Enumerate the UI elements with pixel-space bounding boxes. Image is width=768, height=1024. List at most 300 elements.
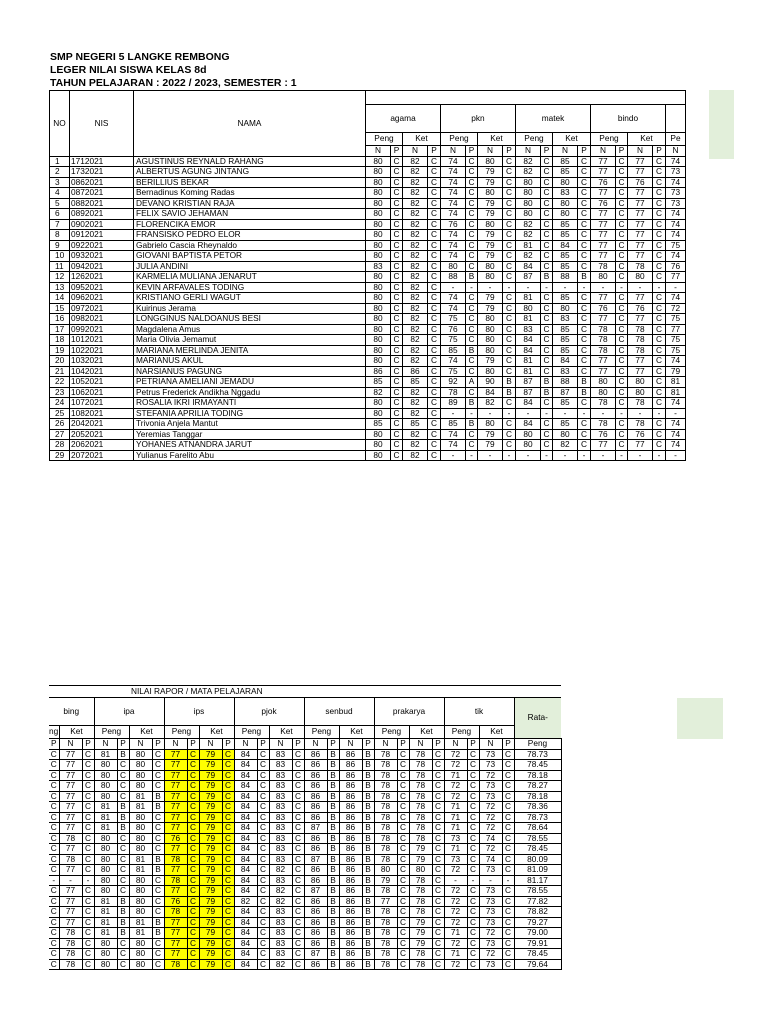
- table-cell: C: [391, 177, 403, 188]
- table-cell: 82: [366, 387, 391, 398]
- table-cell: 80: [516, 303, 541, 314]
- table-row: [50, 450, 686, 461]
- table-cell: C: [541, 219, 553, 230]
- table-cell: 83: [269, 749, 292, 760]
- table-cell: 84: [516, 261, 541, 272]
- table-cell: C: [467, 749, 479, 760]
- hdr-p: P: [391, 146, 403, 157]
- hdr-n: N: [269, 739, 292, 750]
- table-cell: 84: [234, 949, 257, 960]
- table-cell: C: [428, 272, 441, 283]
- table-cell: C: [616, 156, 628, 167]
- table-cell: C: [467, 770, 479, 781]
- table-cell: C: [428, 345, 441, 356]
- table-cell: 71: [444, 928, 467, 939]
- table-cell: C: [82, 896, 94, 907]
- table-cell: C: [432, 802, 444, 813]
- table-cell: C: [397, 907, 409, 918]
- table-cell: C: [391, 209, 403, 220]
- table-cell: C: [187, 949, 199, 960]
- table-cell: C: [222, 949, 234, 960]
- table-cell: B: [362, 823, 374, 834]
- table-cell: 86: [339, 896, 362, 907]
- table-cell: C: [49, 949, 59, 960]
- table-row: [50, 324, 686, 335]
- table-cell: 74: [666, 398, 686, 409]
- table-cell: B: [327, 865, 339, 876]
- table-cell: 78: [409, 896, 432, 907]
- table-cell: 85: [553, 335, 578, 346]
- table-cell: C: [49, 770, 59, 781]
- table-cell: 84: [234, 802, 257, 813]
- hdr-n: N: [441, 146, 466, 157]
- table-cell: 81: [94, 812, 117, 823]
- table-cell: C: [391, 303, 403, 314]
- table-cell: 86: [304, 791, 327, 802]
- table-cell: 80: [366, 324, 391, 335]
- table-cell: 28: [50, 440, 70, 451]
- table-cell: 88: [441, 272, 466, 283]
- header-band-top: [709, 90, 734, 159]
- hdr-n: N: [59, 739, 82, 750]
- table-cell: C: [391, 450, 403, 461]
- table-cell: 82: [403, 177, 428, 188]
- table-cell: C: [397, 844, 409, 855]
- table-cell: 73: [479, 896, 502, 907]
- table-cell: 80: [591, 272, 616, 283]
- table-cell: 82: [403, 167, 428, 178]
- table-cell: C: [257, 854, 269, 865]
- table-cell: 85: [553, 293, 578, 304]
- table-cell: -: [478, 408, 503, 419]
- table-cell: 86: [304, 917, 327, 928]
- table-cell: C: [292, 749, 304, 760]
- hdr-p: P: [541, 146, 553, 157]
- table-cell: B: [362, 949, 374, 960]
- table-cell: C: [391, 272, 403, 283]
- table-row: [49, 938, 561, 949]
- table-cell: C: [428, 335, 441, 346]
- table-cell: C: [466, 440, 478, 451]
- table-cell: 74: [666, 293, 686, 304]
- table-cell: 80: [366, 272, 391, 283]
- table-cell: B: [578, 387, 591, 398]
- hdr-n: N: [553, 146, 578, 157]
- table-cell: B: [362, 875, 374, 886]
- hdr-n: N: [234, 739, 257, 750]
- table-cell: C: [503, 440, 516, 451]
- table-cell: B: [327, 802, 339, 813]
- table-cell: 84: [516, 419, 541, 430]
- table-cell: 79: [199, 749, 222, 760]
- table-cell: 86: [339, 928, 362, 939]
- table-cell: C: [152, 896, 164, 907]
- table-cell: C: [82, 823, 94, 834]
- table-cell: 82: [403, 314, 428, 325]
- table-cell: B: [466, 272, 478, 283]
- table-cell: 77: [59, 760, 82, 771]
- table-cell: C: [82, 833, 94, 844]
- table-cell: C: [432, 812, 444, 823]
- table-cell: 86: [304, 802, 327, 813]
- table-cell: 84: [234, 844, 257, 855]
- table-row: [50, 293, 686, 304]
- table-cell: C: [467, 781, 479, 792]
- table-cell: 17: [50, 324, 70, 335]
- table-cell: 77: [666, 324, 686, 335]
- table-cell: B: [152, 928, 164, 939]
- table-cell: 77: [59, 844, 82, 855]
- table-cell: C: [187, 781, 199, 792]
- table-cell: C: [502, 907, 514, 918]
- table-cell: 72: [479, 844, 502, 855]
- hdr-p: P: [428, 146, 441, 157]
- table-cell: C: [466, 219, 478, 230]
- table-cell: 72: [444, 749, 467, 760]
- table-cell: C: [432, 928, 444, 939]
- table-cell: C: [391, 324, 403, 335]
- table-cell: 75: [441, 314, 466, 325]
- table-cell: MARIANUS AKUL: [134, 356, 366, 367]
- table-cell: C: [257, 770, 269, 781]
- table-cell: C: [541, 303, 553, 314]
- table-cell: C: [616, 177, 628, 188]
- table-row: [50, 303, 686, 314]
- table-cell: B: [327, 938, 339, 949]
- table-cell: 83: [269, 770, 292, 781]
- table-cell: 0952021: [70, 282, 134, 293]
- table-cell: C: [578, 167, 591, 178]
- table-cell: 73: [479, 886, 502, 897]
- table-cell: C: [222, 907, 234, 918]
- table-cell: 1042021: [70, 366, 134, 377]
- table-cell: 72: [444, 917, 467, 928]
- table-cell: C: [466, 335, 478, 346]
- table-cell: 78: [59, 949, 82, 960]
- table-cell: 1012021: [70, 335, 134, 346]
- table-cell: C: [653, 177, 666, 188]
- hdr-ket: Ket: [409, 726, 444, 739]
- subject-matek: matek: [516, 105, 591, 133]
- table-cell: C: [502, 949, 514, 960]
- table-cell: C: [49, 833, 59, 844]
- hdr-p: P: [82, 739, 94, 750]
- table-cell: 77: [591, 293, 616, 304]
- table-row: [50, 314, 686, 325]
- table-cell: -: [516, 408, 541, 419]
- table-cell: C: [152, 749, 164, 760]
- table-cell: 79: [199, 760, 222, 771]
- table-cell: 1082021: [70, 408, 134, 419]
- table-cell: C: [432, 833, 444, 844]
- table-cell: 23: [50, 387, 70, 398]
- table-cell: C: [82, 854, 94, 865]
- table-cell: 4: [50, 188, 70, 199]
- table-cell: C: [292, 791, 304, 802]
- table-cell: -: [541, 450, 553, 461]
- hdr-n: N: [444, 739, 467, 750]
- table-cell: C: [428, 303, 441, 314]
- table-cell: 80: [478, 324, 503, 335]
- table-cell: C: [432, 749, 444, 760]
- hdr-p: P: [257, 739, 269, 750]
- table-cell: 79: [199, 928, 222, 939]
- table-cell: C: [428, 261, 441, 272]
- hdr-ket: Ket: [478, 133, 516, 146]
- table-row: [50, 366, 686, 377]
- table-cell: -: [653, 282, 666, 293]
- table-cell: B: [327, 896, 339, 907]
- table-cell: 78: [409, 959, 432, 970]
- table-cell: B: [466, 345, 478, 356]
- table-cell: 81: [129, 802, 152, 813]
- table-cell: 77: [59, 781, 82, 792]
- table-cell: C: [541, 188, 553, 199]
- subject-group-blank: [366, 91, 686, 105]
- table-cell: 80: [94, 833, 117, 844]
- table-cell: 87: [553, 387, 578, 398]
- table-cell: B: [152, 791, 164, 802]
- table-cell: C: [428, 429, 441, 440]
- table-cell: 86: [339, 959, 362, 970]
- table-cell: 78: [409, 770, 432, 781]
- table-cell: C: [257, 928, 269, 939]
- table-cell: C: [187, 854, 199, 865]
- table-cell: C: [117, 959, 129, 970]
- table-cell: 26: [50, 419, 70, 430]
- table-cell: 74: [441, 429, 466, 440]
- table-cell: 0872021: [70, 188, 134, 199]
- table-cell: 77: [59, 823, 82, 834]
- table-cell: C: [502, 959, 514, 970]
- table-cell: 78: [59, 854, 82, 865]
- table-cell: 86: [366, 366, 391, 377]
- table-row: [50, 230, 686, 241]
- table-cell: 80: [553, 209, 578, 220]
- table-row: [49, 844, 561, 855]
- table-cell: 78: [409, 791, 432, 802]
- table-cell: 80: [366, 198, 391, 209]
- table-cell: 72: [444, 791, 467, 802]
- table-cell: C: [432, 854, 444, 865]
- table-cell: 86: [339, 886, 362, 897]
- table-cell: 0882021: [70, 198, 134, 209]
- table-cell: -: [628, 450, 653, 461]
- table-cell: 77: [628, 188, 653, 199]
- table-cell: 71: [444, 844, 467, 855]
- hdr-peng: Peng: [441, 133, 478, 146]
- table-cell: B: [541, 387, 553, 398]
- table-cell: 83: [269, 907, 292, 918]
- table-cell: C: [117, 833, 129, 844]
- table-cell: 27: [50, 429, 70, 440]
- table-cell: C: [616, 251, 628, 262]
- hdr-rata-peng: Peng: [514, 739, 561, 750]
- table-cell: 80: [94, 949, 117, 960]
- table-cell: Kuirinus Jerama: [134, 303, 366, 314]
- table-cell: -: [591, 282, 616, 293]
- table-cell: C: [222, 812, 234, 823]
- grades-table-top: [49, 90, 686, 461]
- table-cell: B: [327, 854, 339, 865]
- table-cell: 80: [409, 865, 432, 876]
- table-cell: 24: [50, 398, 70, 409]
- table-cell: C: [391, 251, 403, 262]
- table-row: [49, 949, 561, 960]
- table-cell: 16: [50, 314, 70, 325]
- table-cell: C: [292, 865, 304, 876]
- table-cell: 77: [164, 865, 187, 876]
- table-row: [49, 917, 561, 928]
- table-cell: 78: [628, 345, 653, 356]
- table-cell: C: [292, 949, 304, 960]
- table-cell: C: [616, 303, 628, 314]
- table-cell: 82: [403, 324, 428, 335]
- table-cell: 8: [50, 230, 70, 241]
- table-cell: 86: [304, 749, 327, 760]
- hdr-p: P: [578, 146, 591, 157]
- table-cell: 73: [479, 959, 502, 970]
- table-cell: 83: [553, 314, 578, 325]
- table-cell: C: [541, 251, 553, 262]
- table-cell: 78: [374, 886, 397, 897]
- table-cell: YOHANES ATNANDRA JARUT: [134, 440, 366, 451]
- table-cell: C: [222, 896, 234, 907]
- table-row: [49, 854, 561, 865]
- table-cell: 79: [409, 928, 432, 939]
- table-cell: C: [503, 177, 516, 188]
- table-cell: C: [503, 198, 516, 209]
- table-cell: 77: [59, 907, 82, 918]
- table-cell: 80: [129, 760, 152, 771]
- table-cell: 78: [628, 398, 653, 409]
- table-cell: 83: [269, 760, 292, 771]
- table-cell: 78.45: [514, 844, 561, 855]
- table-cell: 86: [304, 959, 327, 970]
- table-cell: 82: [403, 387, 428, 398]
- table-cell: 86: [304, 844, 327, 855]
- table-cell: C: [257, 959, 269, 970]
- table-cell: 78: [591, 335, 616, 346]
- table-cell: C: [187, 959, 199, 970]
- table-cell: 80: [129, 886, 152, 897]
- table-cell: 78.64: [514, 823, 561, 834]
- table-cell: 80: [478, 345, 503, 356]
- table-row: [49, 833, 561, 844]
- table-cell: C: [222, 917, 234, 928]
- table-cell: B: [327, 791, 339, 802]
- table-cell: 72: [479, 802, 502, 813]
- table-cell: B: [362, 917, 374, 928]
- table-cell: B: [327, 770, 339, 781]
- table-cell: C: [397, 938, 409, 949]
- table-cell: C: [428, 366, 441, 377]
- table-cell: -: [578, 450, 591, 461]
- table-cell: C: [187, 802, 199, 813]
- table-cell: PETRIANA AMELIANI JEMADU: [134, 377, 366, 388]
- table-cell: B: [362, 886, 374, 897]
- table-cell: -: [516, 450, 541, 461]
- table-cell: 79: [478, 303, 503, 314]
- table-cell: C: [653, 293, 666, 304]
- table-cell: C: [82, 760, 94, 771]
- table-cell: C: [467, 865, 479, 876]
- table-cell: 73: [479, 760, 502, 771]
- table-cell: NARSIANUS PAGUNG: [134, 366, 366, 377]
- table-cell: C: [82, 928, 94, 939]
- table-cell: ALBERTUS AGUNG JINTANG: [134, 167, 366, 178]
- table-cell: 85: [553, 398, 578, 409]
- table-cell: 82: [403, 429, 428, 440]
- table-cell: C: [578, 335, 591, 346]
- table-cell: B: [152, 802, 164, 813]
- table-cell: C: [222, 770, 234, 781]
- table-cell: 85: [553, 251, 578, 262]
- table-cell: 80: [129, 896, 152, 907]
- table-cell: C: [467, 791, 479, 802]
- table-cell: 78: [164, 854, 187, 865]
- table-cell: B: [327, 917, 339, 928]
- table-cell: 78: [374, 770, 397, 781]
- table-cell: C: [467, 844, 479, 855]
- table-cell: C: [541, 156, 553, 167]
- table-cell: 79: [478, 251, 503, 262]
- table-cell: C: [391, 198, 403, 209]
- table-cell: 79: [199, 833, 222, 844]
- table-cell: 74: [441, 240, 466, 251]
- table-cell: 74: [666, 429, 686, 440]
- table-cell: 80: [628, 377, 653, 388]
- table-cell: Magdalena Amus: [134, 324, 366, 335]
- table-cell: C: [578, 209, 591, 220]
- hdr-p: P: [117, 739, 129, 750]
- table-cell: C: [503, 293, 516, 304]
- table-cell: 80: [366, 209, 391, 220]
- table-row: [50, 335, 686, 346]
- table-cell: C: [82, 886, 94, 897]
- table-cell: 82: [516, 167, 541, 178]
- table-cell: C: [502, 760, 514, 771]
- table-cell: 78: [374, 791, 397, 802]
- table-cell: C: [257, 875, 269, 886]
- table-cell: 77: [59, 812, 82, 823]
- table-cell: C: [187, 886, 199, 897]
- table-cell: C: [466, 366, 478, 377]
- table-cell: C: [467, 833, 479, 844]
- table-cell: 81: [516, 366, 541, 377]
- table-cell: 86: [339, 770, 362, 781]
- table-cell: C: [82, 949, 94, 960]
- table-cell: C: [541, 293, 553, 304]
- table-cell: 79: [199, 875, 222, 886]
- table-cell: C: [257, 865, 269, 876]
- table-cell: B: [327, 907, 339, 918]
- table-cell: C: [503, 419, 516, 430]
- hdr-peng: Peng: [366, 133, 403, 146]
- table-cell: 78: [409, 949, 432, 960]
- table-cell: 78: [164, 907, 187, 918]
- table-cell: 79: [478, 230, 503, 241]
- table-cell: 76: [441, 324, 466, 335]
- table-cell: 81: [94, 917, 117, 928]
- table-cell: C: [616, 209, 628, 220]
- table-cell: B: [152, 865, 164, 876]
- table-cell: -: [466, 282, 478, 293]
- table-cell: 80: [628, 272, 653, 283]
- table-cell: 83: [269, 928, 292, 939]
- table-cell: -: [653, 450, 666, 461]
- table-cell: C: [152, 938, 164, 949]
